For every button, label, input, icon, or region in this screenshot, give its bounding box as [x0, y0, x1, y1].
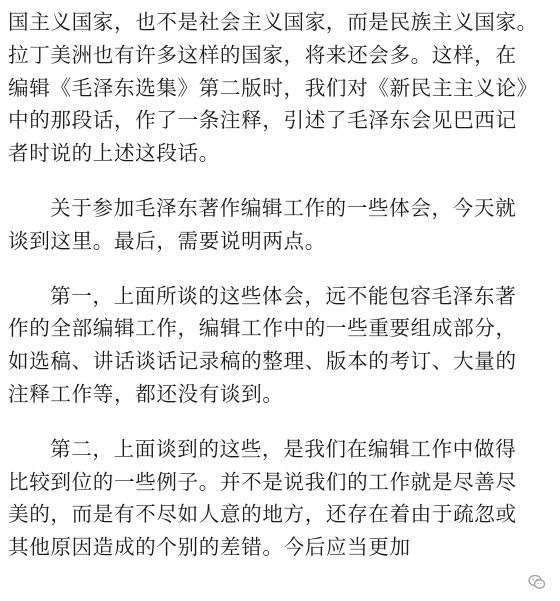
text-line: 第二，上面谈到的这些，是我们在编辑工作中做得: [50, 436, 517, 461]
text-line: 谈到这里。最后，需要说明两点。: [8, 228, 326, 253]
text-line: 注释工作等，都还没有谈到。: [8, 381, 284, 406]
text-line: 者时说的上述这段话。: [8, 141, 220, 166]
wechat-icon: [528, 573, 546, 591]
text-line: 作的全部编辑工作，编辑工作中的一些重要组成部分，: [8, 316, 517, 341]
text-line: 其他原因造成的个别的差错。今后应当更加: [8, 535, 411, 560]
paragraph-1: [8, 6, 554, 170]
article-body: [8, 6, 554, 564]
text-line: 拉丁美洲也有许多这样的国家，将来还会多。这样，在: [8, 42, 517, 67]
text-line: 国主义国家，也不是社会主义国家，而是民族主义国家。: [8, 10, 538, 34]
paragraph-spacer: [8, 170, 554, 192]
watermark: [528, 573, 550, 591]
paragraph-4: [8, 433, 554, 564]
text-line: 编辑《毛泽东选集》第二版时，我们对《新民主主义论》: [8, 75, 538, 100]
text-line: 关于参加毛泽东著作编辑工作的一些体会，今天就: [50, 195, 517, 220]
text-line: 比较到位的一些例子。并不是说我们的工作就是尽善尽: [8, 469, 517, 494]
text-line: 中的那段话，作了一条注释，引述了毛泽东会见巴西记: [8, 108, 517, 133]
text-line: 如选稿、讲话谈话记录稿的整理、版本的考订、大量的: [8, 349, 517, 374]
paragraph-3: [8, 280, 554, 411]
paragraph-2: [8, 192, 554, 258]
paragraph-spacer: [8, 411, 554, 433]
paragraph-spacer: [8, 258, 554, 280]
text-line: 美的，而是有不尽如人意的地方，还存在着由于疏忽或: [8, 502, 517, 527]
text-line: 第一，上面所谈的这些体会，远不能包容毛泽东著: [50, 283, 517, 308]
